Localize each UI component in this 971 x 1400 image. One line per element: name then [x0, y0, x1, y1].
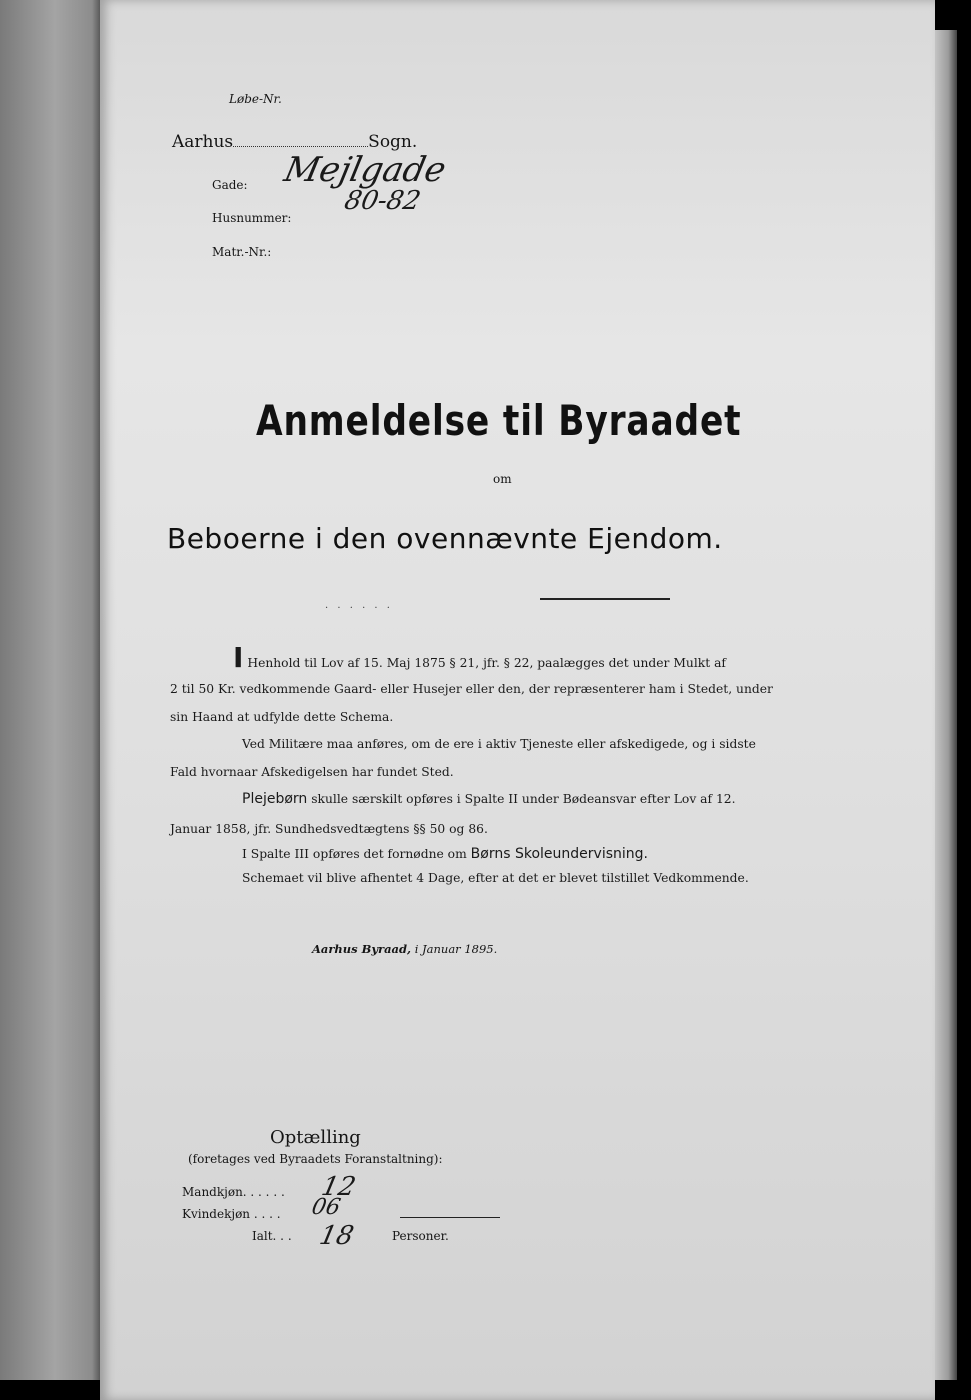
male-count-value: 12	[318, 1172, 359, 1202]
loebe-nr-label: Løbe-Nr.	[229, 92, 282, 106]
page-stack-edge	[935, 30, 957, 1380]
sum-underline	[400, 1217, 500, 1218]
paragraph-1-line-3: sin Haand at udfylde dette Schema.	[170, 710, 394, 724]
paragraph-3-line-1-text: skulle særskilt opføres i Spalte II under Bødeansvar efter Lov af 12.	[311, 792, 736, 806]
paragraph-3-line-2: Januar 1858, jfr. Sundhedsvedtægtens §§ 50 og 86.	[170, 822, 488, 836]
paragraph-3-line-1	[242, 792, 736, 806]
document-subtitle: Beboerne i den ovennævnte Ejendom.	[167, 522, 723, 555]
ornamental-divider	[540, 598, 670, 600]
om-label: om	[493, 472, 512, 486]
husnummer-handwritten-value: 80-82	[341, 186, 424, 216]
plejeborn-word: Plejebørn	[242, 791, 308, 807]
male-label: Mandkjøn. . . . . .	[182, 1185, 285, 1199]
paragraph-1-line-2: 2 til 50 Kr. vedkommende Gaard- eller Husejer eller den, der repræsenterer ham i Stedet, under	[170, 682, 773, 696]
facing-page-edge	[0, 0, 100, 1380]
signature-date: i Januar 1895.	[414, 942, 498, 956]
persons-label: Personer.	[392, 1229, 449, 1243]
gade-label: Gade:	[212, 178, 248, 192]
count-title: Optælling	[270, 1127, 361, 1148]
sogn-field-dots	[233, 145, 368, 147]
city-label: Aarhus	[172, 132, 234, 152]
signature-place: Aarhus Byraad,	[312, 942, 412, 956]
document-title: Anmeldelse til Byraadet	[256, 396, 742, 445]
paragraph-2-line-1: Ved Militære maa anføres, om de ere i aktiv Tjeneste eller afskedigede, og i sidste	[242, 737, 756, 751]
total-label: Ialt. . .	[252, 1229, 292, 1243]
count-note: (foretages ved Byraadets Foranstaltning):	[188, 1152, 443, 1166]
decorative-dots: · · · · · ·	[325, 603, 393, 614]
husnummer-label: Husnummer:	[212, 211, 292, 225]
female-label: Kvindekjøn . . . .	[182, 1207, 281, 1221]
paragraph-1-line-1	[233, 641, 726, 674]
document-page	[100, 0, 935, 1400]
drop-cap: I	[233, 641, 244, 674]
total-count-value: 18	[316, 1221, 357, 1251]
female-count-value: 06	[309, 1195, 343, 1220]
skoleundervisning-phrase: Børns Skoleundervisning.	[470, 846, 648, 862]
sogn-label: Sogn.	[368, 132, 418, 152]
paragraph-5: Schemaet vil blive afhentet 4 Dage, efter at det er blevet tilstillet Vedkommende.	[242, 871, 749, 885]
paragraph-2-line-2: Fald hvornaar Afskedigelsen har fundet Sted.	[170, 765, 454, 779]
paragraph-4-text: I Spalte III opføres det fornødne om	[242, 847, 467, 861]
matr-nr-label: Matr.-Nr.:	[212, 245, 272, 259]
paragraph-1-line-1-text: Henhold til Lov af 15. Maj 1875 § 21, jfr. § 22, paalægges det under Mulkt af	[247, 656, 726, 670]
paragraph-4	[242, 847, 648, 861]
signature-line	[312, 942, 497, 956]
gade-handwritten-value: Mejlgade	[280, 150, 450, 190]
city-sogn-line	[172, 132, 417, 152]
